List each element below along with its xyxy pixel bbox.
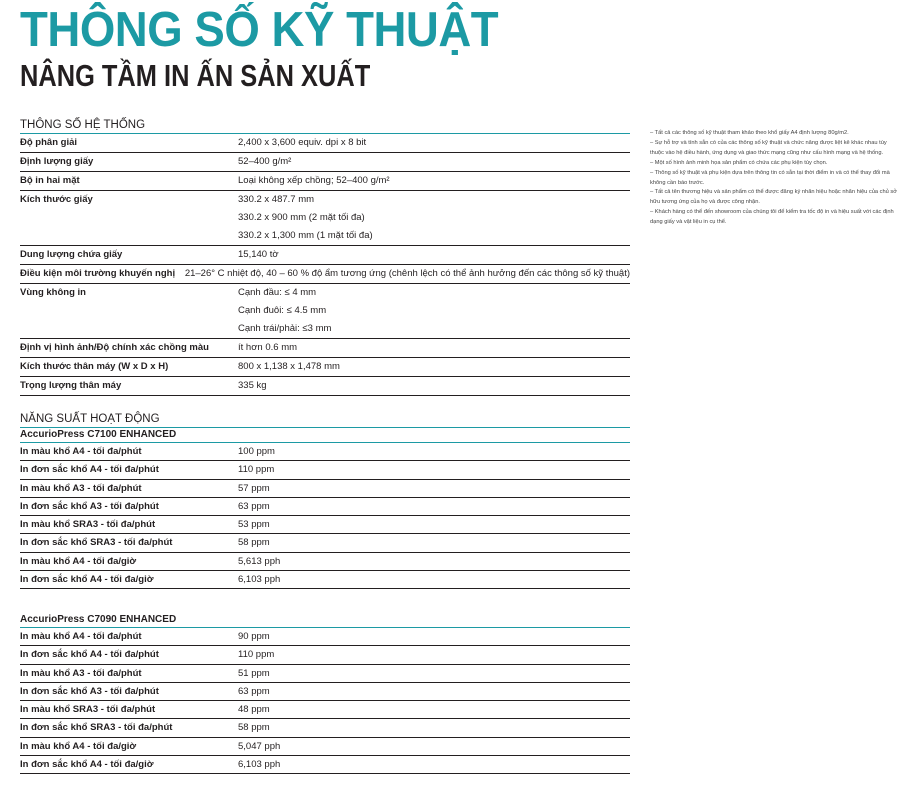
performance-label: In đơn sắc khổ A4 - tối đa/giờ — [20, 574, 154, 586]
performance-label: In đơn sắc khổ A4 - tối đa/phút — [20, 464, 159, 476]
performance-row — [20, 701, 630, 719]
performance-value: 58 ppm — [238, 722, 270, 734]
spec-values — [238, 339, 630, 357]
performance-table — [20, 628, 630, 774]
performance-label: In màu khổ SRA3 - tối đa/phút — [20, 519, 156, 531]
spec-values — [238, 246, 630, 264]
footnote: – Khách hàng có thể đến showroom của chúng tôi để kiểm tra tốc độ in và hiệu suất với các định dạng giấy và vật liệu in cụ thể. — [650, 209, 894, 226]
performance-values — [238, 480, 630, 497]
spec-values — [185, 265, 630, 283]
performance-value: 63 ppm — [238, 500, 270, 512]
performance-value: 57 ppm — [238, 482, 270, 494]
spec-row — [20, 358, 630, 377]
performance-row — [20, 498, 630, 516]
performance-values — [238, 701, 630, 718]
performance-row — [20, 646, 630, 664]
performance-label: In màu khổ A4 - tối đa/phút — [20, 446, 142, 457]
performance-values — [238, 756, 630, 773]
spec-value: 330.2 x 487.7 mm — [238, 194, 315, 205]
performance-values — [238, 553, 630, 570]
performance-value: 5,613 pph — [238, 555, 281, 567]
model-name: AccurioPress C7090 ENHANCED — [20, 614, 177, 625]
spec-value: 52–400 g/m² — [238, 156, 292, 167]
performance-values — [238, 498, 630, 515]
performance-section-model-2 — [20, 613, 630, 774]
footnote: – Sự hỗ trợ và tính sẵn có của các thông số kỹ thuật và chức năng được liệt kê khác nhau tùy thuộc vào hệ điều hành, ứng dụng và giao thức mạng cũng như cấu hình mạng và hệ thống. — [650, 139, 887, 156]
performance-row — [20, 665, 630, 683]
performance-value: 90 ppm — [238, 631, 270, 642]
spec-row — [20, 246, 630, 265]
performance-label: In màu khổ A4 - tối đa/giờ — [20, 555, 137, 567]
performance-value: 110 ppm — [238, 649, 275, 661]
performance-row — [20, 516, 630, 534]
performance-values — [238, 738, 630, 755]
footnote: – Tất cả tên thương hiệu và sản phẩm có thể được đăng ký nhãn hiệu hoặc nhãn hiệu của chủ sở hữu tương ứng của họ và được công nhận. — [650, 189, 897, 206]
performance-row — [20, 756, 630, 774]
footnote: – Tất cả các thông số kỹ thuật tham khảo theo khổ giấy A4 định lượng 80g/m2. — [650, 130, 849, 136]
performance-values — [238, 646, 630, 663]
spec-row — [20, 339, 630, 358]
spec-row — [20, 377, 630, 396]
spec-value: 335 kg — [238, 380, 267, 391]
spec-row — [20, 191, 630, 246]
page-title: THÔNG SỐ KỸ THUẬT — [20, 3, 499, 57]
performance-value: 48 ppm — [238, 704, 270, 716]
performance-values — [238, 683, 630, 700]
performance-table — [20, 443, 630, 589]
performance-label: In màu khổ SRA3 - tối đa/phút — [20, 704, 156, 716]
spec-row — [20, 284, 630, 339]
performance-row — [20, 738, 630, 756]
spec-values — [238, 358, 630, 376]
section-title: NĂNG SUẤT HOẠT ĐỘNG — [20, 413, 160, 425]
spec-value: 15,140 tờ — [238, 249, 279, 260]
spec-value: 21–26° C nhiệt độ, 40 – 60 % độ ẩm tương ứng (chênh lệch có thể ảnh hưởng đến các thông số kỹ thuật) — [184, 268, 630, 279]
performance-value: 5,047 pph — [238, 740, 281, 752]
spec-label: Trọng lượng thân máy — [20, 380, 122, 391]
spec-values — [238, 284, 630, 338]
spec-label: Kích thước thân máy (W x D x H) — [20, 361, 169, 372]
spec-value: 330.2 x 1,300 mm (1 mặt tối đa) — [238, 230, 373, 241]
spec-value: 330.2 x 900 mm (2 mặt tối đa) — [238, 212, 365, 223]
footnote: – Thông số kỹ thuật và phụ kiện dựa trên thông tin có sẵn tại thời điểm in và có thể thay đổi mà không cần báo trước. — [650, 169, 890, 186]
performance-label: In đơn sắc khổ A4 - tối đa/giờ — [20, 759, 154, 771]
spec-label: Kích thước giấy — [20, 194, 93, 205]
spec-values — [238, 153, 630, 171]
performance-label: In đơn sắc khổ SRA3 - tối đa/phút — [20, 722, 173, 734]
performance-row — [20, 443, 630, 461]
performance-row — [20, 571, 630, 589]
performance-values — [238, 534, 630, 551]
performance-values — [238, 628, 630, 645]
performance-label: In màu khổ A4 - tối đa/giờ — [20, 740, 137, 752]
section-title: THÔNG SỐ HỆ THỐNG — [20, 119, 146, 131]
spec-values — [238, 377, 630, 395]
performance-value: 51 ppm — [238, 667, 270, 679]
spec-value: 2,400 x 3,600 equiv. dpi x 8 bit — [238, 137, 367, 148]
spec-values — [238, 134, 630, 152]
performance-value: 6,103 pph — [238, 574, 281, 586]
spec-value: Cạnh đuôi: ≤ 4.5 mm — [238, 305, 327, 316]
performance-row — [20, 480, 630, 498]
spec-row — [20, 134, 630, 153]
spec-value: 800 x 1,138 x 1,478 mm — [238, 361, 340, 372]
spec-value: Loại không xếp chồng; 52–400 g/m² — [238, 175, 390, 186]
performance-value: 110 ppm — [238, 464, 275, 476]
footnote: – Một số hình ảnh minh họa sản phẩm có chứa các phụ kiện tùy chọn. — [650, 159, 828, 166]
system-specs-table — [20, 134, 630, 396]
performance-values — [238, 443, 630, 460]
performance-row — [20, 461, 630, 479]
spec-label: Bộ in hai mặt — [20, 175, 80, 186]
performance-value: 100 ppm — [238, 446, 275, 457]
performance-values — [238, 719, 630, 736]
system-specs-section — [20, 118, 630, 396]
performance-section — [20, 412, 630, 589]
spec-label: Độ phân giải — [20, 137, 77, 148]
model-name: AccurioPress C7100 ENHANCED — [20, 429, 177, 440]
spec-value: Cạnh đầu: ≤ 4 mm — [238, 287, 317, 298]
spec-values — [238, 191, 630, 245]
page-subtitle: NÂNG TẦM IN ẤN SẢN XUẤT — [20, 58, 371, 93]
spec-label: Định vị hình ảnh/Độ chính xác chồng màu — [20, 342, 209, 353]
performance-row — [20, 534, 630, 552]
spec-row — [20, 265, 630, 284]
performance-value: 6,103 pph — [238, 759, 281, 771]
performance-values — [238, 665, 630, 682]
performance-label: In màu khổ A3 - tối đa/phút — [20, 667, 142, 679]
spec-label: Dung lượng chứa giấy — [20, 249, 123, 260]
performance-row — [20, 553, 630, 571]
performance-label: In đơn sắc khổ A3 - tối đa/phút — [20, 500, 159, 512]
spec-value: ít hơn 0.6 mm — [238, 342, 298, 353]
spec-label: Định lượng giấy — [20, 156, 94, 167]
performance-label: In đơn sắc khổ A3 - tối đa/phút — [20, 685, 159, 697]
performance-values — [238, 571, 630, 588]
spec-row — [20, 172, 630, 191]
performance-row — [20, 683, 630, 701]
performance-value: 58 ppm — [238, 537, 270, 549]
spec-value: Cạnh trái/phải: ≤3 mm — [238, 323, 332, 334]
performance-label: In màu khổ A3 - tối đa/phút — [20, 482, 142, 494]
performance-value: 53 ppm — [238, 519, 270, 531]
performance-row — [20, 719, 630, 737]
performance-value: 63 ppm — [238, 685, 270, 697]
performance-label: In đơn sắc khổ A4 - tối đa/phút — [20, 649, 159, 661]
performance-values — [238, 516, 630, 533]
performance-label: In màu khổ A4 - tối đa/phút — [20, 631, 142, 642]
spec-values — [238, 172, 630, 190]
spec-label: Vùng không in — [20, 287, 86, 298]
performance-values — [238, 461, 630, 478]
footnotes — [650, 129, 898, 228]
performance-row — [20, 628, 630, 646]
performance-label: In đơn sắc khổ SRA3 - tối đa/phút — [20, 537, 173, 549]
spec-label: Điều kiện môi trường khuyến nghị — [20, 268, 176, 279]
spec-row — [20, 153, 630, 172]
